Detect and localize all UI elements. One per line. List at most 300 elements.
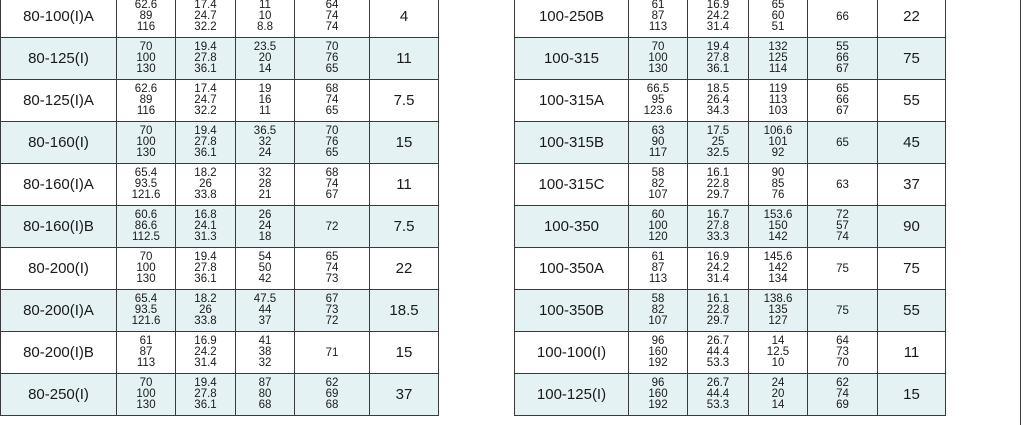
flow-cell (629, 206, 688, 248)
head-value: 68 (258, 399, 272, 411)
head-value: 138.6 (763, 293, 793, 305)
eff-cell (808, 332, 878, 374)
head-value: 44 (258, 304, 272, 316)
flow2-value: 16.7 (706, 209, 730, 221)
flow2-value: 19.4 (194, 125, 217, 137)
head-value: 47.5 (253, 293, 277, 305)
head-value: 11 (259, 0, 271, 11)
flow-value: 120 (648, 231, 668, 243)
flow2-value: 22.8 (706, 304, 730, 316)
head-cell (236, 206, 295, 248)
power-cell: 15 (370, 122, 439, 164)
flow2-value: 33.8 (194, 189, 217, 201)
eff-value: 57 (836, 220, 849, 232)
table-row (515, 38, 946, 80)
eff-cell (295, 0, 370, 38)
eff-cell (295, 164, 370, 206)
table-row (1, 80, 439, 122)
flow-value: 130 (136, 63, 156, 75)
power-cell: 55 (878, 290, 946, 332)
head-cell (749, 290, 808, 332)
flow-value: 117 (648, 147, 668, 159)
flow2-cell (176, 290, 236, 332)
head-value: 24 (258, 220, 272, 232)
flow2-value: 26 (199, 304, 212, 316)
flow2-value: 16.1 (706, 167, 730, 179)
eff-cell (295, 38, 370, 80)
power-cell: 90 (878, 206, 946, 248)
flow-cell (629, 80, 688, 122)
eff-value: 73 (836, 346, 849, 358)
flow-value: 113 (648, 21, 668, 33)
flow2-value: 16.9 (706, 251, 730, 263)
model-cell: 80-200(I) (1, 248, 117, 290)
head-cell (236, 290, 295, 332)
model-cell: 100-350A (515, 248, 629, 290)
flow-value: 116 (136, 21, 156, 33)
flow-value: 116 (136, 105, 156, 117)
model-cell: 80-125(I) (1, 38, 117, 80)
head-cell (236, 374, 295, 416)
head-value: 11 (259, 105, 271, 117)
model-cell: 80-160(I)A (1, 164, 117, 206)
model-cell: 80-250(I) (1, 374, 117, 416)
head-value: 14 (771, 335, 785, 347)
power-cell: 11 (370, 38, 439, 80)
flow2-cell (176, 374, 236, 416)
flow-value: 121.6 (131, 315, 161, 327)
head-value: 36.5 (253, 125, 277, 137)
table-row (515, 374, 946, 416)
flow-value: 130 (136, 147, 156, 159)
eff-value: 68 (325, 399, 339, 411)
eff-cell (295, 374, 370, 416)
head-value: 16 (258, 94, 272, 106)
flow2-value: 53.3 (706, 399, 730, 411)
table-row (515, 0, 946, 38)
power-cell: 15 (878, 374, 946, 416)
flow-value: 89 (139, 94, 153, 106)
eff-value: 67 (325, 293, 339, 305)
power-cell: 55 (878, 80, 946, 122)
eff-cell (295, 122, 370, 164)
flow-value: 60 (651, 209, 665, 221)
eff-value: 67 (836, 63, 849, 75)
flow2-value: 27.8 (706, 220, 730, 232)
flow-value: 62.6 (134, 0, 158, 11)
page-edge-divider (1020, 0, 1021, 425)
head-value: 32 (258, 136, 272, 148)
eff-value: 66 (836, 94, 849, 106)
head-cell (749, 122, 808, 164)
flow-value: 95 (651, 94, 665, 106)
eff-value: 62 (836, 377, 849, 389)
eff-value: 71 (325, 346, 339, 359)
eff-value: 68 (325, 83, 339, 95)
flow-value: 192 (648, 357, 668, 369)
flow2-value: 17.5 (706, 125, 730, 137)
head-cell (749, 374, 808, 416)
head-value: 113 (768, 94, 788, 106)
flow-value: 65.4 (134, 293, 158, 305)
head-cell (236, 122, 295, 164)
flow2-cell (176, 206, 236, 248)
flow2-cell (176, 0, 236, 38)
flow2-value: 18.2 (194, 293, 217, 305)
head-value: 132 (768, 41, 788, 53)
eff-cell (295, 206, 370, 248)
eff-value: 76 (325, 52, 339, 64)
head-value: 24 (771, 377, 785, 389)
eff-cell (808, 0, 878, 38)
flow2-value: 17.4 (194, 83, 217, 95)
model-cell: 100-315A (515, 80, 629, 122)
flow-value: 96 (651, 377, 665, 389)
eff-value: 65 (325, 147, 339, 159)
eff-value: 73 (325, 273, 339, 285)
head-cell (236, 80, 295, 122)
flow-value: 107 (648, 315, 668, 327)
eff-value: 76 (325, 136, 339, 148)
power-cell: 11 (878, 332, 946, 374)
power-cell: 11 (370, 164, 439, 206)
flow2-cell (176, 332, 236, 374)
head-value: 125 (768, 52, 788, 64)
flow2-cell (176, 38, 236, 80)
head-value: 10 (258, 10, 272, 22)
flow2-value: 24.7 (194, 94, 217, 106)
flow-value: 58 (651, 167, 665, 179)
flow-value: 61 (139, 335, 153, 347)
flow2-value: 19.4 (194, 377, 217, 389)
flow-cell (117, 122, 176, 164)
eff-value: 66 (836, 10, 849, 23)
head-value: 114 (768, 63, 788, 75)
flow-value: 93.5 (134, 178, 158, 190)
eff-cell (808, 374, 878, 416)
flow2-cell (176, 164, 236, 206)
flow2-value: 19.4 (706, 41, 730, 53)
table-row (515, 332, 946, 374)
flow2-value: 24.1 (194, 220, 217, 232)
power-cell: 18.5 (370, 290, 439, 332)
flow-cell (117, 206, 176, 248)
eff-cell (808, 206, 878, 248)
flow2-value: 18.2 (194, 167, 217, 179)
power-cell: 4 (370, 0, 439, 38)
head-value: 14 (771, 399, 785, 411)
flow2-value: 26 (199, 178, 212, 190)
head-value: 60 (771, 10, 785, 22)
eff-value: 75 (836, 304, 849, 317)
model-cell: 100-350 (515, 206, 629, 248)
eff-value: 55 (836, 41, 849, 53)
flow-value: 70 (139, 125, 153, 137)
power-cell: 37 (878, 164, 946, 206)
head-value: 12.5 (766, 346, 790, 358)
head-value: 103 (768, 105, 788, 117)
head-value: 150 (768, 220, 788, 232)
flow2-cell (688, 80, 749, 122)
flow2-cell (176, 248, 236, 290)
eff-value: 74 (325, 178, 339, 190)
head-value: 50 (258, 262, 272, 274)
model-cell: 100-100(I) (515, 332, 629, 374)
flow2-value: 36.1 (194, 399, 217, 411)
head-value: 76 (771, 189, 785, 201)
flow-value: 112.5 (132, 231, 160, 243)
flow2-value: 24.2 (194, 346, 217, 358)
flow-value: 113 (136, 357, 156, 369)
flow-value: 160 (648, 388, 668, 400)
head-value: 20 (258, 52, 272, 64)
flow-value: 90 (651, 136, 665, 148)
table-row (515, 80, 946, 122)
eff-cell (808, 38, 878, 80)
flow2-value: 17.4 (194, 0, 217, 11)
spec-table-left-body (1, 0, 439, 416)
head-cell (749, 332, 808, 374)
model-cell: 80-100(I)A (1, 0, 117, 38)
head-value: 37 (258, 315, 272, 327)
eff-value: 72 (325, 220, 339, 233)
flow2-value: 27.8 (194, 52, 217, 64)
flow-cell (117, 164, 176, 206)
eff-value: 65 (325, 63, 339, 75)
flow-cell (629, 164, 688, 206)
table-row (1, 332, 439, 374)
eff-value: 74 (325, 10, 339, 22)
eff-value: 70 (325, 41, 339, 53)
flow2-value: 31.4 (706, 21, 730, 33)
head-value: 8.8 (257, 21, 273, 33)
head-value: 135 (768, 304, 788, 316)
eff-value: 67 (325, 189, 339, 201)
table-row (515, 122, 946, 164)
flow-value: 89 (139, 10, 153, 22)
flow2-value: 24.2 (706, 10, 730, 22)
flow2-value: 33.8 (194, 315, 217, 327)
eff-value: 62 (325, 377, 339, 389)
head-cell (749, 248, 808, 290)
flow2-value: 32.2 (194, 21, 217, 33)
model-cell: 100-315 (515, 38, 629, 80)
spec-table-right (514, 0, 946, 416)
power-cell: 75 (878, 248, 946, 290)
flow2-cell (688, 290, 749, 332)
flow2-value: 53.3 (706, 357, 730, 369)
flow-value: 87 (651, 10, 665, 22)
head-value: 51 (771, 21, 785, 33)
flow-value: 113 (648, 273, 668, 285)
flow2-value: 31.4 (194, 357, 217, 369)
flow2-cell (688, 0, 749, 38)
flow-cell (629, 0, 688, 38)
power-cell: 7.5 (370, 80, 439, 122)
head-value: 106.6 (763, 125, 793, 137)
flow2-value: 19.4 (194, 41, 217, 53)
flow2-cell (176, 122, 236, 164)
head-value: 18 (258, 231, 272, 243)
power-cell: 15 (370, 332, 439, 374)
head-value: 142 (768, 262, 788, 274)
flow-value: 86.6 (134, 220, 158, 232)
head-value: 134 (768, 273, 788, 285)
flow-value: 100 (648, 52, 668, 64)
head-value: 54 (258, 251, 272, 263)
head-value: 20 (771, 388, 785, 400)
head-value: 85 (771, 178, 785, 190)
flow-value: 130 (648, 63, 668, 75)
flow-value: 100 (136, 136, 156, 148)
flow-value: 82 (651, 304, 665, 316)
flow2-value: 24.2 (706, 262, 730, 274)
flow2-value: 19.4 (194, 251, 217, 263)
head-value: 24 (258, 147, 272, 159)
flow-value: 58 (651, 293, 665, 305)
flow-value: 66.5 (646, 83, 670, 95)
power-cell: 22 (370, 248, 439, 290)
eff-value: 66 (836, 52, 849, 64)
flow2-value: 27.8 (706, 52, 730, 64)
table-row (1, 374, 439, 416)
eff-value: 74 (325, 21, 339, 33)
model-cell: 80-200(I)B (1, 332, 117, 374)
flow-value: 70 (139, 41, 153, 53)
flow-value: 61 (651, 251, 665, 263)
flow2-cell (688, 164, 749, 206)
flow-cell (117, 80, 176, 122)
flow-cell (629, 290, 688, 332)
flow-cell (117, 0, 176, 38)
head-cell (236, 248, 295, 290)
head-cell (236, 332, 295, 374)
flow2-value: 25 (711, 136, 725, 148)
head-cell (236, 164, 295, 206)
head-value: 38 (258, 346, 272, 358)
head-value: 10 (771, 357, 785, 369)
head-cell (236, 0, 295, 38)
flow2-value: 16.8 (194, 209, 217, 221)
head-value: 142 (768, 231, 788, 243)
model-cell: 100-250B (515, 0, 629, 38)
eff-cell (295, 248, 370, 290)
flow-value: 100 (136, 52, 156, 64)
table-row (515, 248, 946, 290)
flow2-value: 36.1 (194, 147, 217, 159)
flow2-value: 36.1 (194, 63, 217, 75)
eff-value: 74 (325, 262, 339, 274)
power-cell: 7.5 (370, 206, 439, 248)
flow-value: 100 (136, 262, 156, 274)
eff-cell (808, 122, 878, 164)
flow-value: 96 (651, 335, 665, 347)
eff-value: 72 (325, 315, 339, 327)
model-cell: 80-160(I) (1, 122, 117, 164)
eff-value: 68 (325, 167, 339, 179)
head-value: 32 (258, 357, 272, 369)
head-value: 90 (771, 167, 785, 179)
model-cell: 100-350B (515, 290, 629, 332)
eff-value: 69 (836, 399, 849, 411)
power-cell: 45 (878, 122, 946, 164)
eff-cell (808, 290, 878, 332)
head-value: 80 (258, 388, 272, 400)
flow-value: 65.4 (134, 167, 158, 179)
flow2-value: 26.7 (706, 377, 730, 389)
eff-value: 70 (325, 125, 339, 137)
head-cell (749, 80, 808, 122)
eff-cell (295, 290, 370, 332)
model-cell: 80-125(I)A (1, 80, 117, 122)
flow-cell (629, 38, 688, 80)
flow2-cell (688, 206, 749, 248)
table-row (1, 206, 439, 248)
head-value: 21 (258, 189, 272, 201)
flow-value: 107 (648, 189, 668, 201)
flow2-value: 16.9 (706, 0, 730, 11)
flow2-cell (688, 332, 749, 374)
head-cell (749, 164, 808, 206)
table-row (1, 38, 439, 80)
flow2-cell (688, 374, 749, 416)
flow-cell (629, 248, 688, 290)
head-value: 65 (771, 0, 785, 11)
flow-cell (117, 38, 176, 80)
spec-table-left (0, 0, 439, 416)
eff-value: 65 (325, 105, 339, 117)
flow2-value: 16.9 (194, 335, 217, 347)
flow2-value: 34.3 (706, 105, 730, 117)
eff-cell (295, 332, 370, 374)
flow-value: 70 (651, 41, 665, 53)
eff-value: 65 (325, 251, 339, 263)
model-cell: 100-315C (515, 164, 629, 206)
table-row (1, 122, 439, 164)
flow-cell (629, 332, 688, 374)
eff-value: 65 (836, 83, 849, 95)
flow2-value: 44.4 (706, 346, 730, 358)
head-value: 14 (258, 63, 272, 75)
flow2-value: 27.8 (194, 136, 217, 148)
eff-value: 69 (325, 388, 339, 400)
eff-value: 64 (325, 0, 339, 11)
head-cell (749, 206, 808, 248)
eff-value: 70 (836, 357, 849, 369)
flow-value: 62.6 (134, 83, 158, 95)
head-value: 127 (768, 315, 788, 327)
eff-value: 74 (325, 94, 339, 106)
flow2-cell (688, 122, 749, 164)
flow2-cell (176, 80, 236, 122)
flow2-value: 16.1 (706, 293, 730, 305)
model-cell: 100-315B (515, 122, 629, 164)
table-row (1, 164, 439, 206)
head-value: 41 (258, 335, 272, 347)
model-cell: 80-160(I)B (1, 206, 117, 248)
head-value: 145.6 (763, 251, 793, 263)
flow2-value: 27.8 (194, 262, 217, 274)
flow-value: 100 (136, 388, 156, 400)
flow-value: 192 (648, 399, 668, 411)
head-value: 87 (258, 377, 272, 389)
model-cell: 100-125(I) (515, 374, 629, 416)
flow2-value: 44.4 (706, 388, 730, 400)
table-row (515, 290, 946, 332)
eff-value: 63 (836, 178, 849, 191)
flow-value: 130 (136, 399, 156, 411)
flow-cell (629, 122, 688, 164)
